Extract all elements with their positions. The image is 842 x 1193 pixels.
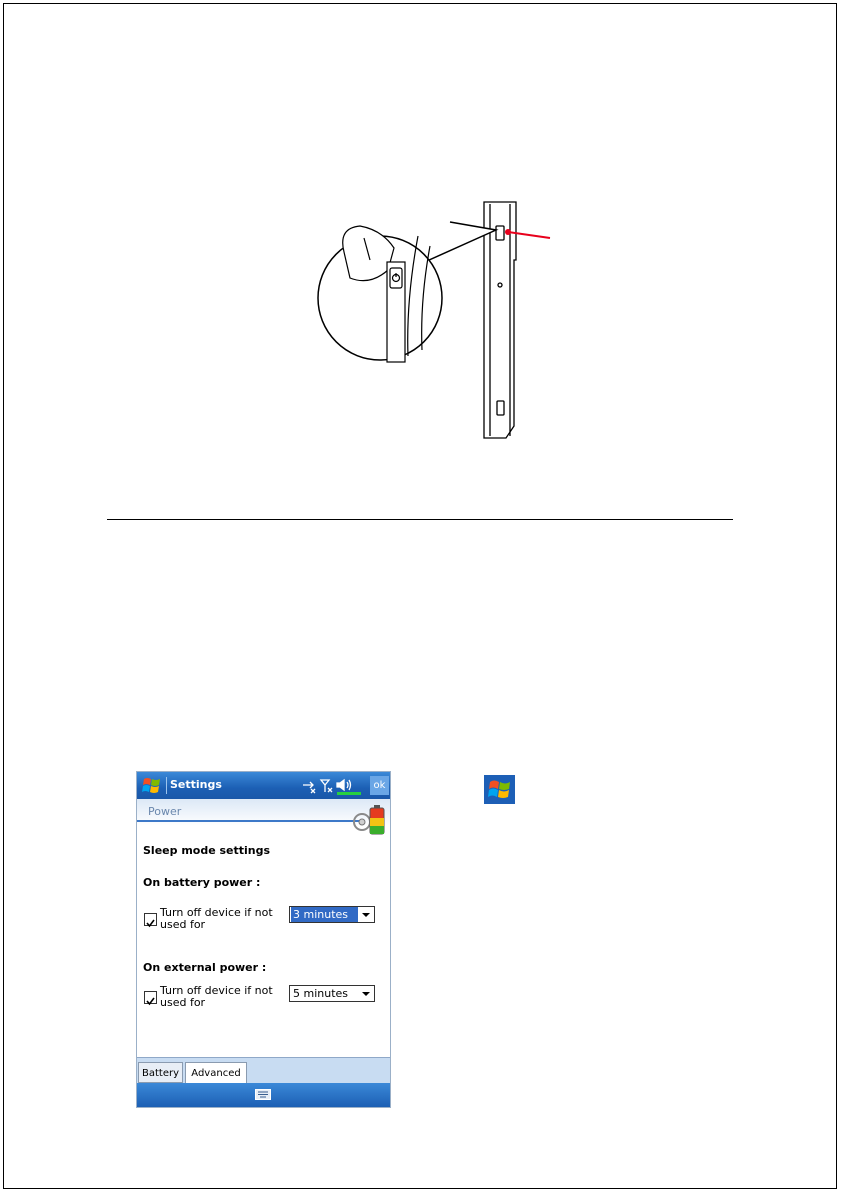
status-icons xyxy=(299,777,369,795)
tab-strip xyxy=(137,1057,390,1084)
section-divider xyxy=(107,519,733,520)
ok-button[interactable]: ok xyxy=(370,776,389,795)
battery-turn-off-label: Turn off device if not used for xyxy=(160,906,273,931)
title-separator xyxy=(166,777,167,794)
title-bar xyxy=(137,772,390,799)
battery-power-icon xyxy=(350,802,390,838)
external-timeout-value: 5 minutes xyxy=(293,987,349,1000)
window-title: Settings xyxy=(170,778,222,791)
windows-start-icon xyxy=(484,775,515,804)
pocket-pc-power-settings xyxy=(136,771,391,1108)
checkmark-icon xyxy=(145,918,156,929)
battery-meter xyxy=(337,792,361,795)
battery-power-heading: On battery power : xyxy=(143,876,261,889)
device-side-illustration xyxy=(300,190,580,450)
external-timeout-dropdown[interactable] xyxy=(289,985,375,1002)
pointer-dot xyxy=(505,229,511,235)
external-power-heading: On external power : xyxy=(143,961,267,974)
chevron-down-icon xyxy=(362,992,370,996)
device-side-body xyxy=(484,202,516,438)
battery-turn-off-checkbox[interactable] xyxy=(144,913,157,926)
keyboard-icon[interactable] xyxy=(255,1089,271,1100)
battery-timeout-dropdown[interactable] xyxy=(289,906,375,923)
menu-bar xyxy=(137,1083,390,1107)
section-underline xyxy=(137,820,362,822)
tab-battery[interactable]: Battery xyxy=(138,1062,183,1083)
battery-timeout-value: 3 minutes xyxy=(291,907,358,922)
chevron-down-icon xyxy=(362,913,370,917)
external-turn-off-label: Turn off device if not used for xyxy=(160,984,273,1009)
speaker-icon xyxy=(337,780,351,790)
external-turn-off-checkbox[interactable] xyxy=(144,991,157,1004)
sleep-heading: Sleep mode settings xyxy=(143,844,271,857)
signal-icon xyxy=(321,780,332,792)
power-button-icon xyxy=(390,268,402,288)
section-title: Power xyxy=(148,805,182,818)
page-border xyxy=(3,3,837,1189)
checkmark-icon xyxy=(145,996,156,1007)
tab-advanced[interactable]: Advanced xyxy=(185,1062,247,1083)
connectivity-icon xyxy=(303,782,315,793)
windows-flag-icon[interactable] xyxy=(141,775,163,796)
